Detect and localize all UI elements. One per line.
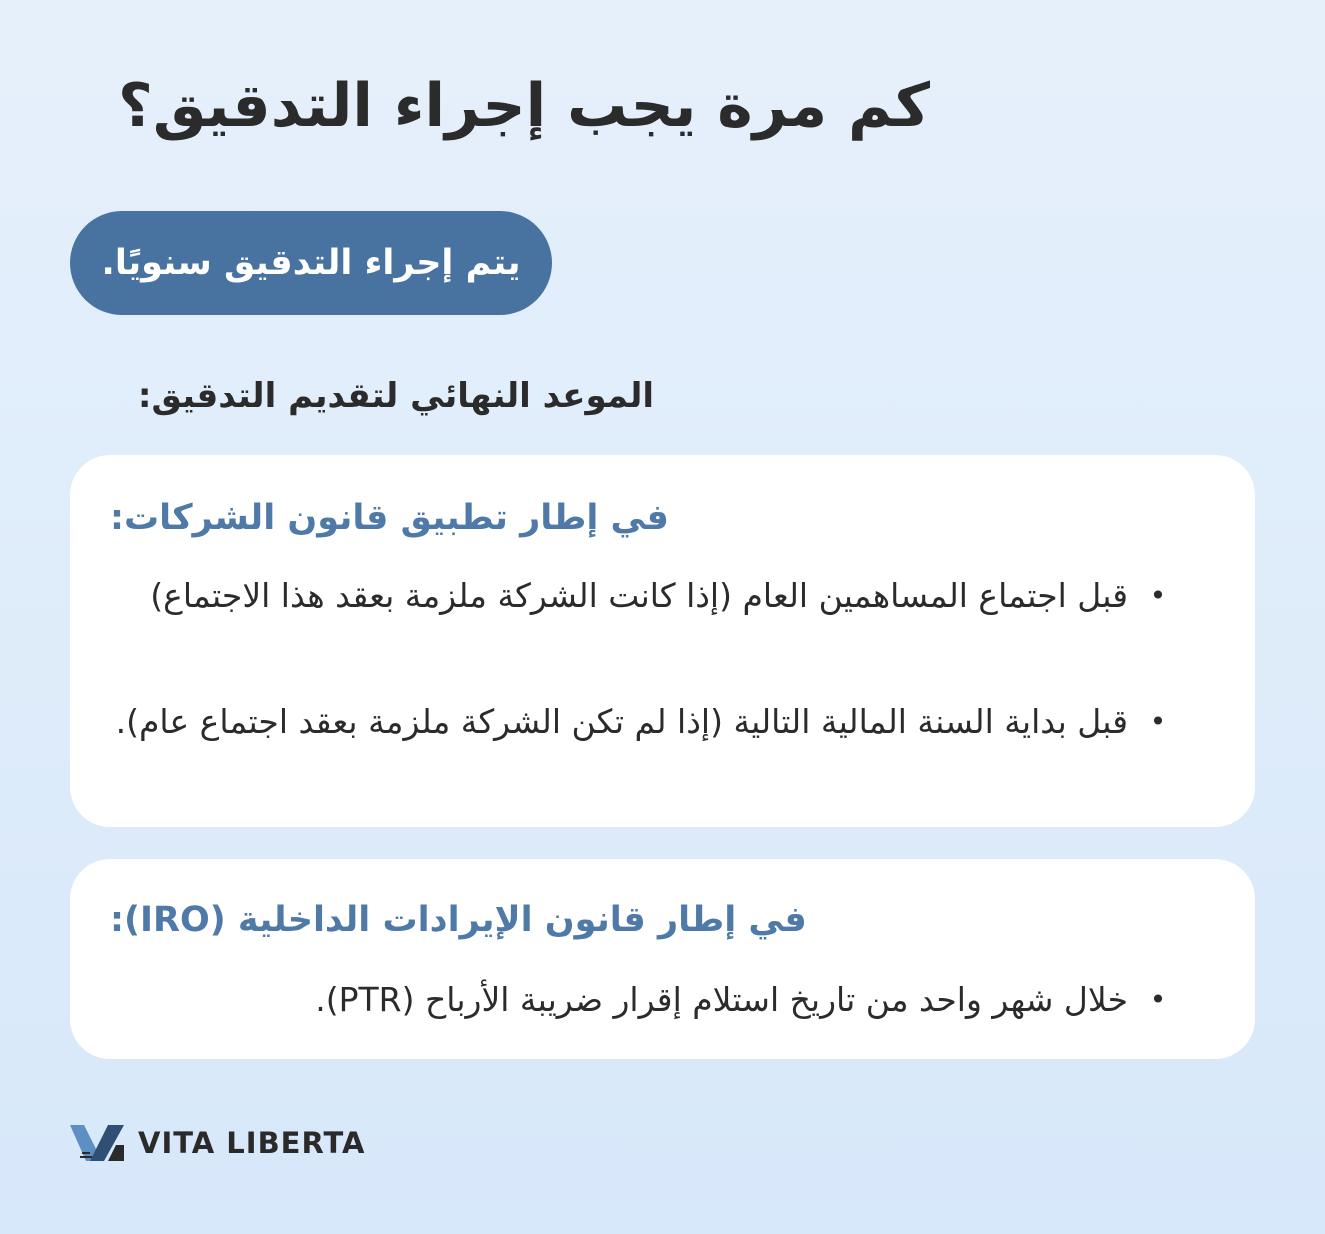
list-item-text: قبل بداية السنة المالية التالية (إذا لم تكن الشركة ملزمة بعقد اجتماع عام). [115,702,1128,741]
frequency-badge-text: يتم إجراء التدقيق سنويًا. [101,243,521,283]
companies-law-heading: في إطار تطبيق قانون الشركات: [110,498,669,538]
deadline-label: الموعد النهائي لتقديم التدقيق: [137,376,654,416]
list-item [110,574,1173,618]
page-title: كم مرة يجب إجراء التدقيق؟ [118,71,930,141]
vita-liberta-logo-icon [70,1123,126,1163]
list-item [110,700,1173,744]
page [70,0,1255,1234]
bullet-dot-icon: • [1149,579,1167,612]
bullet-dot-icon: • [1149,983,1167,1016]
iro-card [70,859,1255,1059]
brand-name: VITA LIBERTA [138,1126,366,1160]
list-item-text: قبل اجتماع المساهمين العام (إذا كانت الشركة ملزمة بعقد هذا الاجتماع) [150,576,1128,615]
list-item [110,978,1173,1022]
brand-logo [70,1120,366,1166]
frequency-badge [70,211,552,315]
iro-heading: في إطار قانون الإيرادات الداخلية (IRO): [110,900,807,940]
list-item-text: خلال شهر واحد من تاريخ استلام إقرار ضريبة الأرباح (PTR). [315,980,1128,1019]
bullet-dot-icon: • [1149,705,1167,738]
